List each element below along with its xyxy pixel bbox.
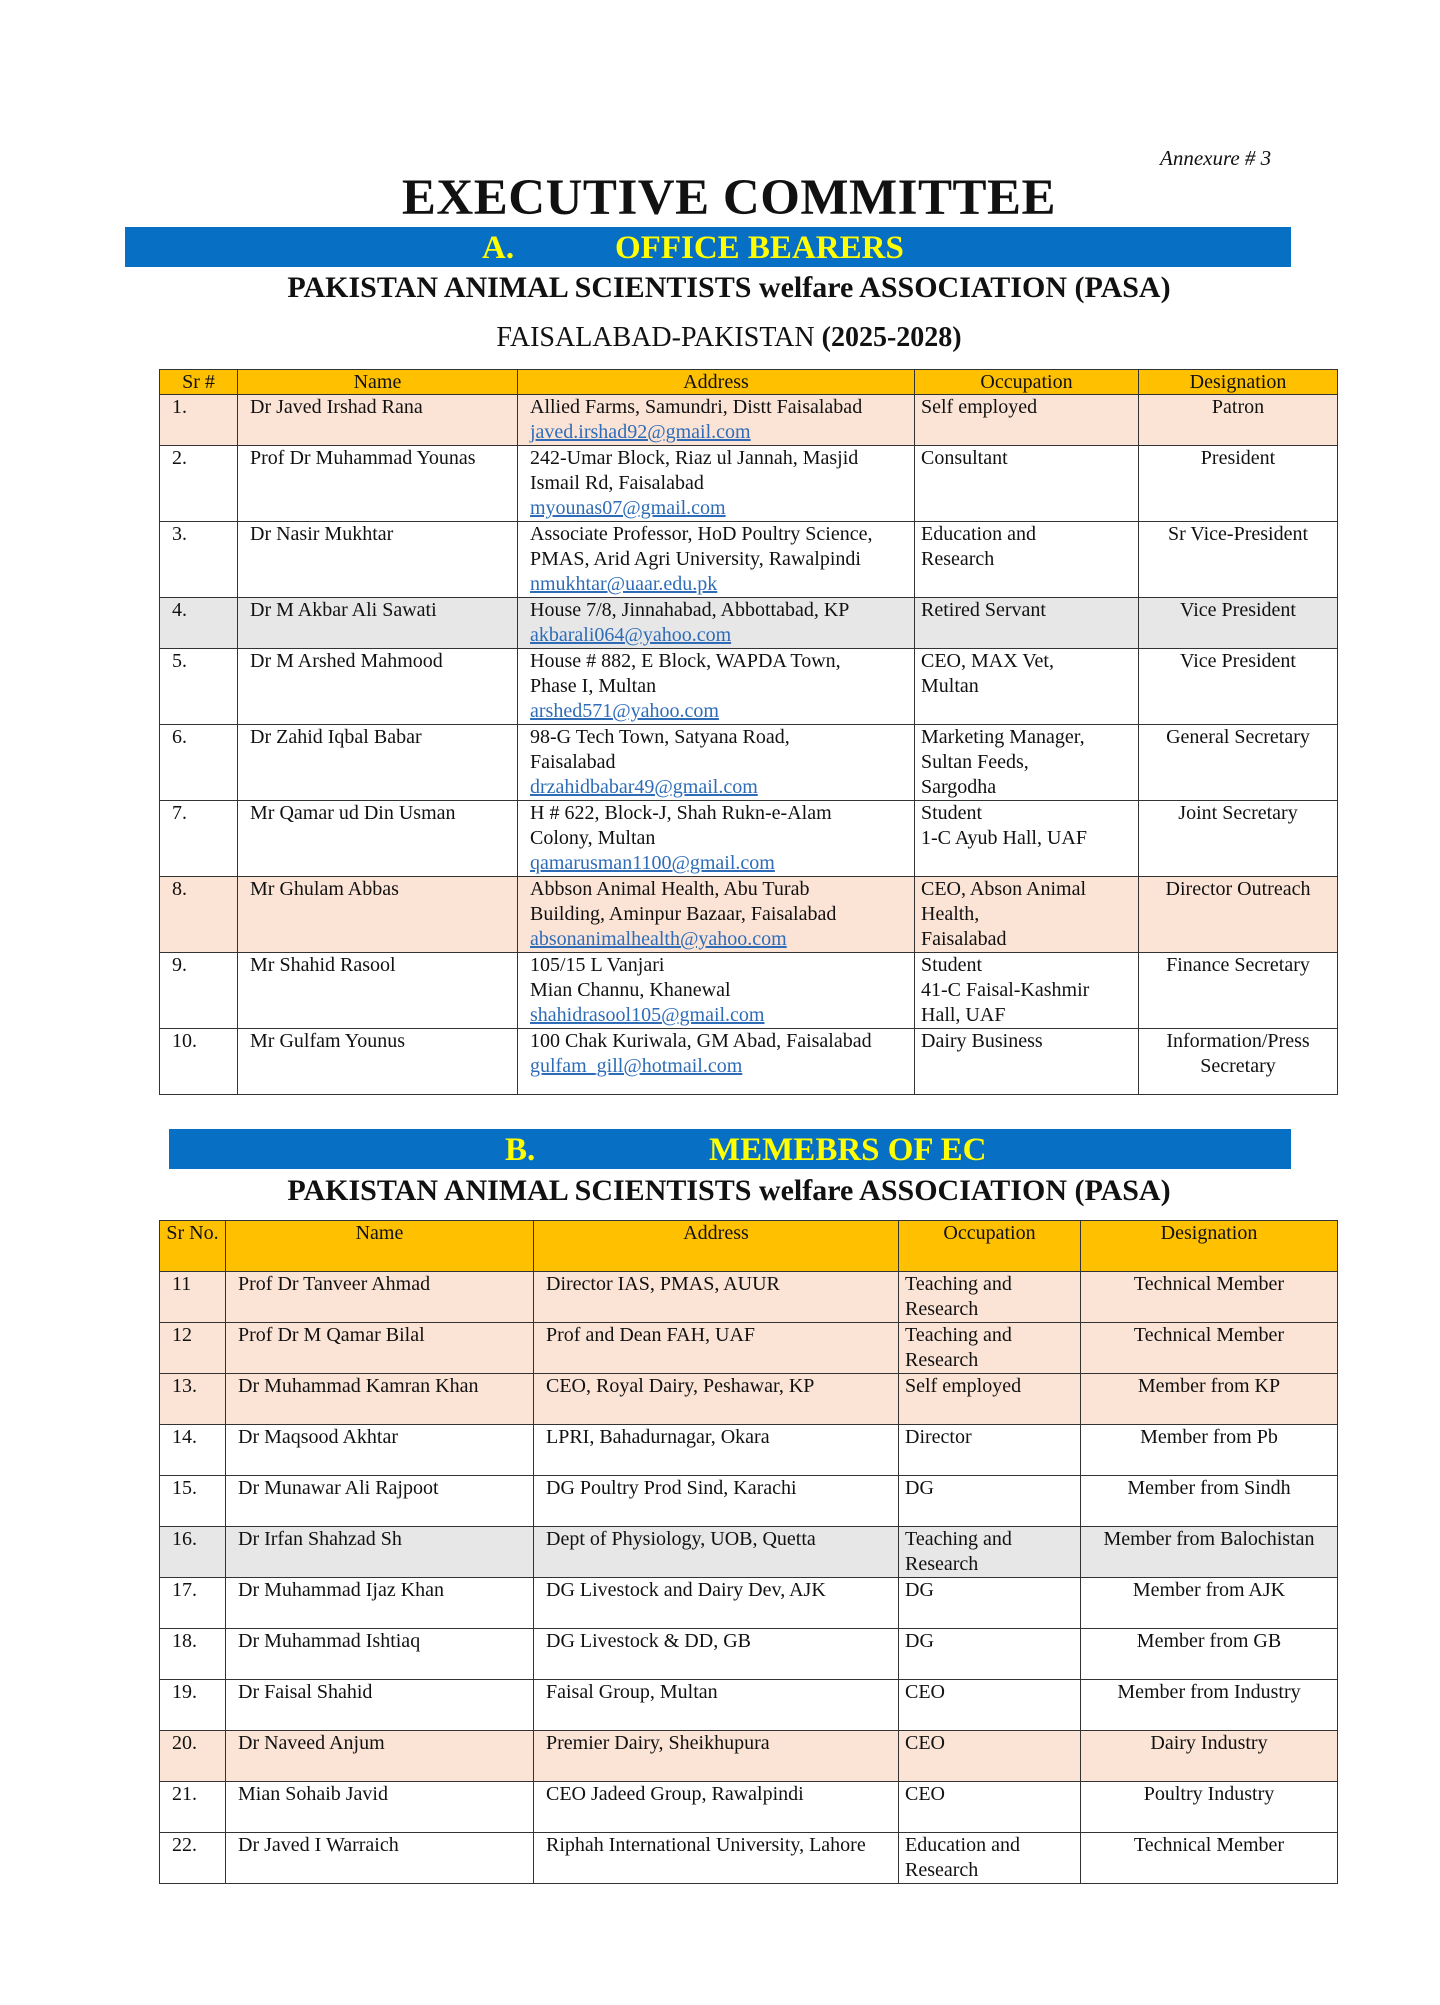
member-occupation — [899, 1323, 1081, 1374]
member-address: Premier Dairy, Sheikhupura — [534, 1731, 899, 1782]
member-address: CEO Jadeed Group, Rawalpindi — [534, 1782, 899, 1833]
member-name: Dr Muhammad Ijaz Khan — [226, 1578, 534, 1629]
cell-line: Vice President — [1180, 599, 1296, 621]
member-occupation — [899, 1680, 1081, 1731]
member-name: Dr Irfan Shahzad Sh — [226, 1527, 534, 1578]
email-link[interactable]: myounas07@gmail.com — [530, 497, 726, 519]
cell-line: Health, — [921, 903, 980, 925]
cell-line: Building, Aminpur Bazaar, Faisalabad — [530, 903, 837, 925]
member-occupation — [899, 1374, 1081, 1425]
member-name: Dr Naveed Anjum — [226, 1731, 534, 1782]
table-row — [160, 1782, 1338, 1833]
table-row — [160, 1527, 1338, 1578]
member-address — [518, 598, 915, 649]
sr-number: 10. — [160, 1029, 238, 1095]
section-a-banner — [125, 227, 1291, 267]
annexure-label: Annexure # 3 — [1160, 146, 1272, 170]
member-address — [518, 725, 915, 801]
email-link[interactable]: shahidrasool105@gmail.com — [530, 1004, 765, 1026]
sr-number: 15. — [160, 1476, 226, 1527]
cell-line: Allied Farms, Samundri, Distt Faisalabad — [530, 396, 863, 418]
cell-line: Retired Servant — [921, 599, 1046, 621]
cell-line: DG — [905, 1477, 934, 1499]
member-address: CEO, Royal Dairy, Peshawar, KP — [534, 1374, 899, 1425]
cell-line: 98-G Tech Town, Satyana Road, — [530, 726, 790, 748]
member-name: Dr Munawar Ali Rajpoot — [226, 1476, 534, 1527]
table-row — [160, 522, 1338, 598]
member-occupation — [915, 953, 1139, 1029]
table-row — [160, 1629, 1338, 1680]
member-designation: Member from Balochistan — [1081, 1527, 1338, 1578]
cell-line: Phase I, Multan — [530, 675, 657, 697]
cell-line: CEO — [905, 1732, 945, 1754]
cell-line: Hall, UAF — [921, 1004, 1006, 1026]
cell-line: Teaching and — [905, 1528, 1012, 1550]
member-occupation — [915, 649, 1139, 725]
member-address: DG Livestock and Dairy Dev, AJK — [534, 1578, 899, 1629]
cell-line: Sr Vice-President — [1167, 523, 1309, 545]
cell-line: House 7/8, Jinnahabad, Abbottabad, KP — [530, 599, 850, 621]
cell-line: General Secretary — [1166, 726, 1310, 748]
member-address — [518, 446, 915, 522]
ec-members-table — [159, 1220, 1338, 1884]
table-row — [160, 725, 1338, 801]
col-address: Address — [518, 370, 915, 395]
cell-line: Vice President — [1180, 650, 1296, 672]
member-occupation — [899, 1731, 1081, 1782]
member-occupation — [899, 1272, 1081, 1323]
sr-number: 6. — [160, 725, 238, 801]
table-row — [160, 598, 1338, 649]
member-name: Mr Gulfam Younus — [238, 1029, 518, 1095]
member-address: Prof and Dean FAH, UAF — [534, 1323, 899, 1374]
member-occupation — [899, 1425, 1081, 1476]
member-designation — [1139, 522, 1338, 598]
section-a-heading: OFFICE BEARERS — [615, 230, 904, 266]
table-row — [160, 446, 1338, 522]
cell-line: DG — [905, 1630, 934, 1652]
member-designation — [1139, 801, 1338, 877]
member-name: Prof Dr Tanveer Ahmad — [226, 1272, 534, 1323]
member-address — [518, 522, 915, 598]
sr-number: 19. — [160, 1680, 226, 1731]
member-designation: Member from KP — [1081, 1374, 1338, 1425]
col-address: Address — [534, 1221, 899, 1272]
member-occupation — [899, 1578, 1081, 1629]
member-address — [518, 953, 915, 1029]
member-address: DG Poultry Prod Sind, Karachi — [534, 1476, 899, 1527]
term-years: (2025-2028) — [821, 322, 962, 353]
cell-line: House # 882, E Block, WAPDA Town, — [530, 650, 841, 672]
cell-line: Abbson Animal Health, Abu Turab — [530, 878, 810, 900]
cell-line: Self employed — [905, 1375, 1022, 1397]
member-designation: Member from AJK — [1081, 1578, 1338, 1629]
table-row — [160, 1374, 1338, 1425]
member-address: Director IAS, PMAS, AUUR — [534, 1272, 899, 1323]
cell-line: CEO — [905, 1681, 945, 1703]
cell-line: Colony, Multan — [530, 827, 656, 849]
member-name: Mr Shahid Rasool — [238, 953, 518, 1029]
member-designation: Technical Member — [1081, 1833, 1338, 1884]
member-designation — [1139, 649, 1338, 725]
section-a-letter: A. — [482, 230, 515, 266]
sr-number: 5. — [160, 649, 238, 725]
page-title: EXECUTIVE COMMITTEE — [401, 170, 1057, 226]
member-address: DG Livestock & DD, GB — [534, 1629, 899, 1680]
cell-line: Joint Secretary — [1178, 802, 1298, 824]
sr-number: 8. — [160, 877, 238, 953]
cell-line: Multan — [921, 675, 979, 697]
member-occupation — [915, 522, 1139, 598]
table-row — [160, 877, 1338, 953]
col-occupation: Occupation — [915, 370, 1139, 395]
cell-line: PMAS, Arid Agri University, Rawalpindi — [530, 548, 861, 570]
cell-line: Patron — [1211, 396, 1265, 418]
member-occupation — [915, 1029, 1139, 1095]
cell-line: Student — [921, 802, 983, 824]
member-designation — [1139, 725, 1338, 801]
cell-line: Dairy Business — [921, 1030, 1043, 1052]
cell-line: Faisalabad — [530, 751, 616, 773]
member-name: Dr Javed Irshad Rana — [238, 395, 518, 446]
table-row — [160, 395, 1338, 446]
cell-line: H # 622, Block-J, Shah Rukn-e-Alam — [530, 802, 832, 824]
table-header-row — [160, 370, 1338, 395]
association-name-b: PAKISTAN ANIMAL SCIENTISTS welfare ASSOCIATION (PASA) — [287, 1174, 1171, 1207]
email-link[interactable]: arshed571@yahoo.com — [530, 700, 719, 722]
cell-line: 100 Chak Kuriwala, GM Abad, Faisalabad — [530, 1030, 872, 1052]
sr-number: 11 — [160, 1272, 226, 1323]
member-occupation — [899, 1833, 1081, 1884]
cell-line: Research — [921, 548, 995, 570]
cell-line: Director — [905, 1426, 972, 1448]
cell-line: CEO, MAX Vet, — [921, 650, 1054, 672]
member-address: Dept of Physiology, UOB, Quetta — [534, 1527, 899, 1578]
cell-line: Teaching and — [905, 1273, 1012, 1295]
table-row — [160, 1578, 1338, 1629]
cell-line: Sargodha — [921, 776, 997, 798]
cell-line: Research — [905, 1553, 979, 1575]
member-name: Dr Faisal Shahid — [226, 1680, 534, 1731]
email-link[interactable]: drzahidbabar49@gmail.com — [530, 776, 758, 798]
sr-number: 1. — [160, 395, 238, 446]
cell-line: Sultan Feeds, — [921, 751, 1029, 773]
member-occupation — [915, 801, 1139, 877]
member-designation — [1139, 1029, 1338, 1095]
cell-line: 105/15 L Vanjari — [530, 954, 665, 976]
member-name: Dr M Arshed Mahmood — [238, 649, 518, 725]
member-occupation — [899, 1629, 1081, 1680]
table-row — [160, 1833, 1338, 1884]
member-designation: Technical Member — [1081, 1323, 1338, 1374]
member-occupation — [915, 598, 1139, 649]
cell-line: Secretary — [1200, 1055, 1276, 1077]
member-address: LPRI, Bahadurnagar, Okara — [534, 1425, 899, 1476]
table-row — [160, 1029, 1338, 1095]
col-designation: Designation — [1081, 1221, 1338, 1272]
member-address — [518, 1029, 915, 1095]
table-row — [160, 1323, 1338, 1374]
col-occupation: Occupation — [899, 1221, 1081, 1272]
office-bearers-table — [159, 369, 1338, 1095]
cell-line: Finance Secretary — [1166, 954, 1310, 976]
section-b-banner — [169, 1129, 1291, 1169]
member-occupation — [915, 725, 1139, 801]
member-name: Prof Dr M Qamar Bilal — [226, 1323, 534, 1374]
member-name: Dr Muhammad Kamran Khan — [226, 1374, 534, 1425]
city-years — [0, 321, 1440, 355]
member-name: Mian Sohaib Javid — [226, 1782, 534, 1833]
sr-number: 13. — [160, 1374, 226, 1425]
member-address — [518, 649, 915, 725]
cell-line: President — [1200, 447, 1276, 469]
member-designation: Member from Industry — [1081, 1680, 1338, 1731]
member-designation: Member from GB — [1081, 1629, 1338, 1680]
sr-number: 9. — [160, 953, 238, 1029]
sr-number: 18. — [160, 1629, 226, 1680]
table-row — [160, 1731, 1338, 1782]
col-sr: Sr No. — [160, 1221, 226, 1272]
member-designation: Dairy Industry — [1081, 1731, 1338, 1782]
member-name: Dr M Akbar Ali Sawati — [238, 598, 518, 649]
member-occupation — [915, 877, 1139, 953]
cell-line: Consultant — [921, 447, 1008, 469]
sr-number: 7. — [160, 801, 238, 877]
member-occupation — [899, 1476, 1081, 1527]
member-address: Faisal Group, Multan — [534, 1680, 899, 1731]
member-occupation — [915, 446, 1139, 522]
sr-number: 17. — [160, 1578, 226, 1629]
member-designation: Member from Sindh — [1081, 1476, 1338, 1527]
table-row — [160, 1272, 1338, 1323]
cell-line: Education and — [905, 1834, 1020, 1856]
col-designation: Designation — [1139, 370, 1338, 395]
sr-number: 4. — [160, 598, 238, 649]
member-address — [518, 801, 915, 877]
cell-line: CEO — [905, 1783, 945, 1805]
member-name: Mr Ghulam Abbas — [238, 877, 518, 953]
member-address — [518, 395, 915, 446]
table-row — [160, 953, 1338, 1029]
table-row — [160, 1425, 1338, 1476]
email-link[interactable]: akbarali064@yahoo.com — [530, 624, 732, 646]
member-occupation — [899, 1782, 1081, 1833]
sr-number: 20. — [160, 1731, 226, 1782]
table-row — [160, 649, 1338, 725]
cell-line: Associate Professor, HoD Poultry Science, — [530, 523, 873, 545]
member-designation — [1139, 953, 1338, 1029]
member-name: Dr Muhammad Ishtiaq — [226, 1629, 534, 1680]
email-link[interactable]: nmukhtar@uaar.edu.pk — [530, 573, 718, 595]
member-occupation — [899, 1527, 1081, 1578]
member-name: Prof Dr Muhammad Younas — [238, 446, 518, 522]
city: FAISALABAD-PAKISTAN — [496, 322, 815, 353]
member-name: Dr Zahid Iqbal Babar — [238, 725, 518, 801]
cell-line: Information/Press — [1166, 1030, 1310, 1052]
table-header-row — [160, 1221, 1338, 1272]
sr-number: 2. — [160, 446, 238, 522]
member-address: Riphah International University, Lahore — [534, 1833, 899, 1884]
member-designation: Technical Member — [1081, 1272, 1338, 1323]
member-occupation — [915, 395, 1139, 446]
member-name: Mr Qamar ud Din Usman — [238, 801, 518, 877]
cell-line: Student — [921, 954, 983, 976]
section-b-letter: B. — [505, 1132, 536, 1168]
member-name: Dr Maqsood Akhtar — [226, 1425, 534, 1476]
cell-line: Faisalabad — [921, 928, 1007, 950]
col-name: Name — [238, 370, 518, 395]
cell-line: Self employed — [921, 396, 1038, 418]
email-link[interactable]: qamarusman1100@gmail.com — [530, 852, 775, 874]
cell-line: Research — [905, 1859, 979, 1881]
sr-number: 14. — [160, 1425, 226, 1476]
table-row — [160, 1680, 1338, 1731]
cell-line: CEO, Abson Animal — [921, 878, 1087, 900]
sr-number: 16. — [160, 1527, 226, 1578]
cell-line: Ismail Rd, Faisalabad — [530, 472, 704, 494]
member-address — [518, 877, 915, 953]
cell-line: Research — [905, 1298, 979, 1320]
section-b-heading: MEMEBRS OF EC — [709, 1132, 987, 1168]
table-row — [160, 801, 1338, 877]
col-sr: Sr # — [160, 370, 238, 395]
member-designation: Poultry Industry — [1081, 1782, 1338, 1833]
email-link[interactable]: gulfam_gill@hotmail.com — [530, 1055, 743, 1077]
member-designation — [1139, 877, 1338, 953]
member-designation — [1139, 598, 1338, 649]
email-link[interactable]: javed.irshad92@gmail.com — [530, 421, 751, 443]
cell-line: Marketing Manager, — [921, 726, 1085, 748]
cell-line: Director Outreach — [1165, 878, 1311, 900]
cell-line: DG — [905, 1579, 934, 1601]
member-designation — [1139, 446, 1338, 522]
table-row — [160, 1476, 1338, 1527]
member-name: Dr Javed I Warraich — [226, 1833, 534, 1884]
col-name: Name — [226, 1221, 534, 1272]
member-name: Dr Nasir Mukhtar — [238, 522, 518, 598]
sr-number: 12 — [160, 1323, 226, 1374]
cell-line: 242-Umar Block, Riaz ul Jannah, Masjid — [530, 447, 859, 469]
cell-line: Mian Channu, Khanewal — [530, 979, 731, 1001]
cell-line: Education and — [921, 523, 1036, 545]
sr-number: 22. — [160, 1833, 226, 1884]
cell-line: Teaching and — [905, 1324, 1012, 1346]
cell-line: 41-C Faisal-Kashmir — [921, 979, 1090, 1001]
member-designation: Member from Pb — [1081, 1425, 1338, 1476]
sr-number: 3. — [160, 522, 238, 598]
cell-line: 1-C Ayub Hall, UAF — [921, 827, 1087, 849]
sr-number: 21. — [160, 1782, 226, 1833]
email-link[interactable]: absonanimalhealth@yahoo.com — [530, 928, 787, 950]
association-name-a: PAKISTAN ANIMAL SCIENTISTS welfare ASSOCIATION (PASA) — [287, 271, 1171, 304]
cell-line: Research — [905, 1349, 979, 1371]
member-designation — [1139, 395, 1338, 446]
